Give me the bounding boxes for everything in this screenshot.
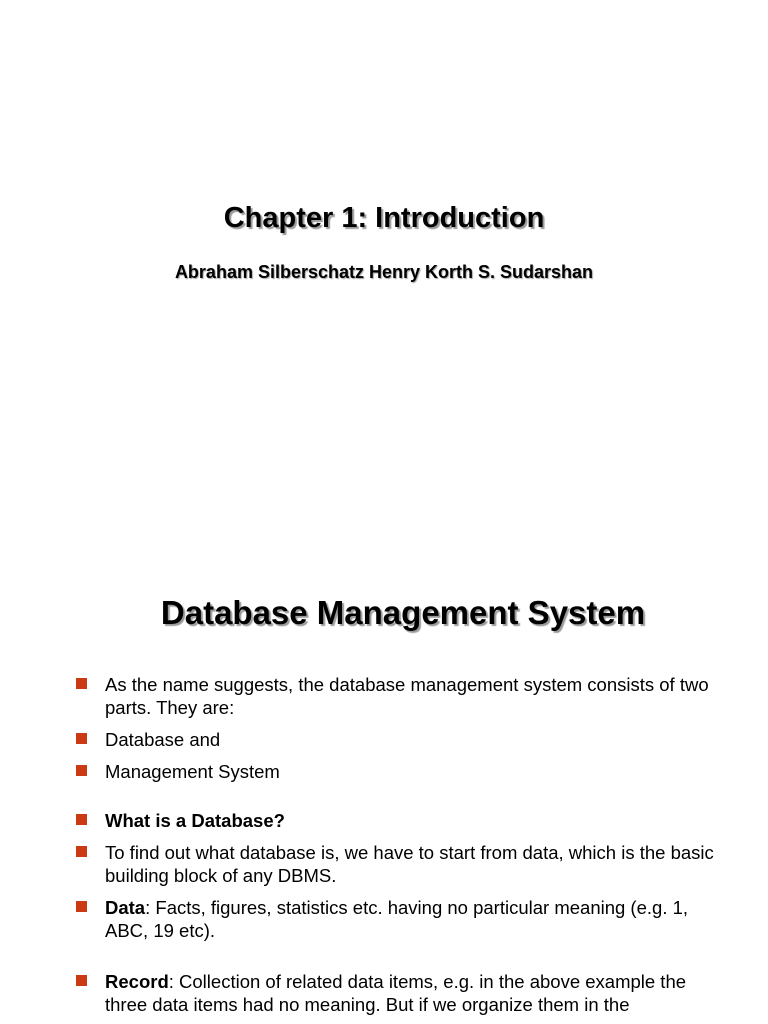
bullet-text: : Facts, figures, statistics etc. having no particular meaning (e.g. 1, ABC, 19 etc). xyxy=(105,897,689,941)
bullet-text: : Collection of related data items, e.g. in the above example the three data items had no meaning. But if we organize them in the xyxy=(105,971,687,1015)
term-record: Record xyxy=(105,971,169,992)
bullet-text: To find out what database is, we have to start from data, which is the basic building block of any DBMS. xyxy=(105,842,714,886)
list-item xyxy=(76,809,716,832)
list-item xyxy=(76,896,716,942)
list-item xyxy=(76,673,716,719)
bullet-text: As the name suggests, the database management system consists of two parts. They are: xyxy=(105,674,709,718)
authors: Abraham Silberschatz Henry Korth S. Sudarshan xyxy=(174,262,594,282)
term-data: Data xyxy=(105,897,146,918)
bullet-text: Database and xyxy=(105,729,221,750)
list-item xyxy=(76,760,716,783)
slide-title: Database Management System xyxy=(160,594,646,631)
bullet-text: Management System xyxy=(105,761,280,782)
square-bullet-icon xyxy=(76,846,87,857)
bullet-heading: What is a Database? xyxy=(105,810,285,831)
list-item xyxy=(76,841,716,887)
list-item xyxy=(76,970,716,1016)
slide-dbms xyxy=(0,560,768,1024)
square-bullet-icon xyxy=(76,733,87,744)
square-bullet-icon xyxy=(76,901,87,912)
bullet-list xyxy=(76,673,716,1016)
square-bullet-icon xyxy=(76,814,87,825)
list-item xyxy=(76,728,716,751)
square-bullet-icon xyxy=(76,975,87,986)
square-bullet-icon xyxy=(76,678,87,689)
square-bullet-icon xyxy=(76,765,87,776)
chapter-title: Chapter 1: Introduction xyxy=(223,202,545,234)
